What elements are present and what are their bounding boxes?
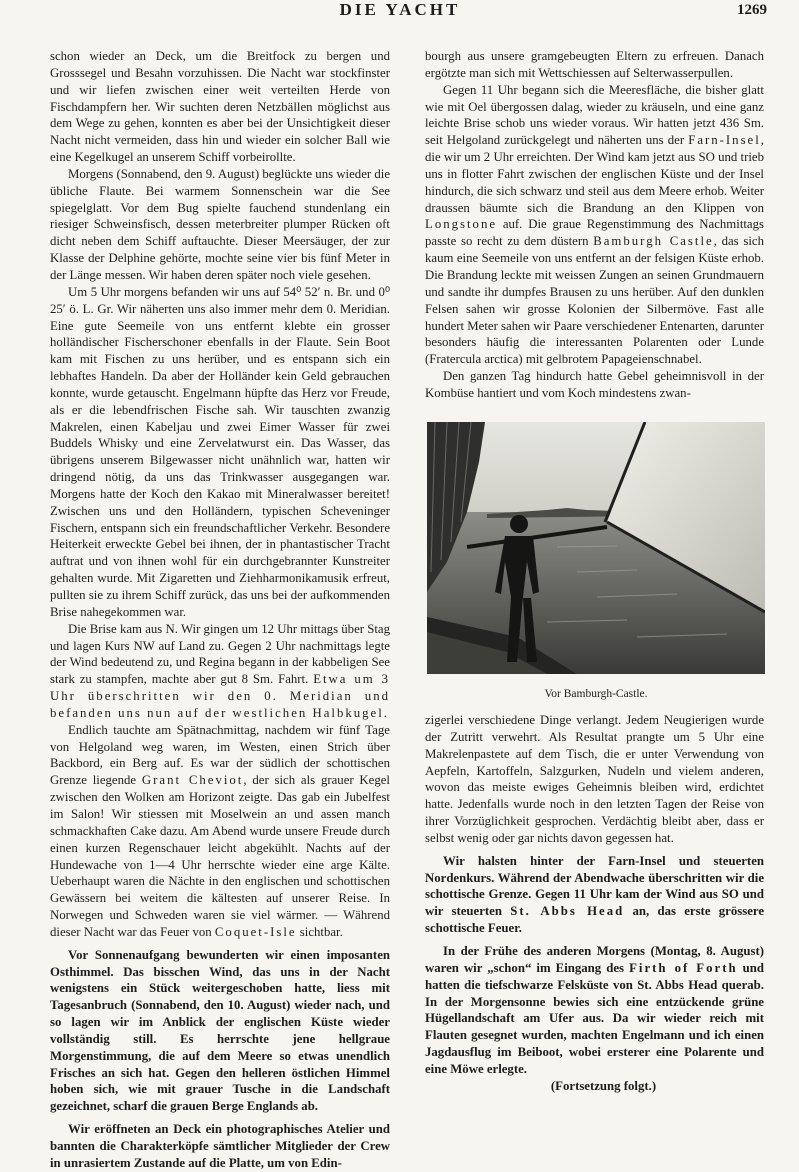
spaced-text: Grant Cheviot [141, 773, 244, 788]
paragraph [50, 621, 390, 722]
text-run: Gegen 11 Uhr begann sich die Meeresfläche, die bisher glatt wie mit Oel übergossen dalag, wieder zu kräuseln, und eine ganz leichte Brise schob uns wieder voraus. Wir hatten jetzt 436 Sm. seit Helgoland zurückgelegt und näherten uns der [425, 82, 764, 148]
text-run: , der sich als grauer Kegel zwischen den Wolken am Horizont zeigte. Das gab ein Jubelfest im Salon! Wir stiessen mit Moselwein an und assen manch schmackhaften Cake dazu. Am Abend wurde unsere Freude durch einen kurzen Regenschauer leicht abgekühlt. Nachts auf der Hundewache von 1—4 Uhr herrschte wieder eine arge Kälte. Ueberhaupt waren die Nächte in den englischen und schottischen Gewässern bei weitem die kältesten auf unserer Reise. In Norwegen und Schweden waren sie viel wärmer. — Während dieser Nacht war das Feuer von [50, 773, 390, 939]
text-run: Wir halsten hinter der Farn-Insel und steuerten Nordenkurs. Während der Abendwache überschritten wir die schottische Grenze. Gegen 11 Uhr kam der Wind aus SO und wir steuerten [425, 853, 764, 919]
right-column-top [425, 48, 764, 402]
photo-bamburgh-castle [427, 422, 765, 674]
page-header [0, 0, 799, 22]
spaced-text: Bamburgh Castle [593, 234, 714, 249]
photo-illustration [427, 422, 765, 674]
paragraph [425, 853, 764, 937]
spaced-text: Firth of Forth [629, 960, 738, 975]
text-run: Endlich tauchte am Spätnachmittag, nachdem wir fünf Tage von Helgoland weg waren, im Westen, einen Strich über Backbord, ein Berg auf. Es war der südlich der schottischen Grenze liegende [50, 722, 390, 788]
paragraph: zigerlei verschiedene Dinge verlangt. Jedem Neugierigen wurde der Zutritt verwehrt. Als Resultat prangte um 5 Uhr eine Makrelenpastete auf dem Tisch, die er unter Verwendung von Aepfeln, Kartoffeln, Salzgurken, Nudeln und vielem anderen, wovon das meiste ewiges Geheimnis bleiben wird, erdichtet hatte. Jedenfalls wurde noch in den letzten Tagen der Reise von ihrer Vorzüglichkeit gesprochen. Verdächtig bleibt aber, dass er selbst wenig oder gar nichts davon gegessen hat. [425, 713, 764, 845]
spaced-text: St. Abbs Head [510, 904, 625, 919]
text-run: , das sich kaum eine Seemeile von uns entfernt an der felsigen Küste erhob. Die Brandung leckte mit weissen Zungen an seinen Grundmauern und sandte ihr dumpfes Brausen zu uns herüber. Auf den dunklen Felsen sahen wir grosse Kolonien der Silbermöve. Fast alle hundert Meter sahen wir Paare verschiedener Entenarten, darunter besonders häufig die interessanten Polarenten oder Lunde (Fratercula arctica) mit gelbrotem Papageienschnabel. [425, 234, 764, 367]
spaced-text: Farn-Insel [688, 133, 761, 148]
spaced-text: Etwa um 3 Uhr überschritten wir den 0. Meridian und befanden uns nun auf der westlichen Halbkugel. [50, 672, 390, 720]
right-column-bottom [425, 712, 764, 1095]
paragraph: Um 5 Uhr morgens befanden wir uns auf 54⁰ 52′ n. Br. und 0⁰ 25′ ö. L. Gr. Wir näherten uns also immer mehr dem 0. Meridian. Eine gute Seemeile von uns entfernt klebte ein grosser holländischer Fischerschoner ebenfalls in der Flaute. Sein Boot kam mit Fischen zu uns herüber, und es entspann sich ein lebhaftes Handeln. Da aber der Holländer kein Geld gebrauchen konnte, wurde getauscht. Engelmann hüpfte das Herz vor Freude, als er die lebendfrischen Fische sah. Wir tauschten zwanzig Makrelen, einen Kabeljau und zwei Eimer Wasser für zwei Buddels Whisky und eine Zervelatwurst ein. Das Wasser, das übrigens unserem Bilgewasser nicht unähnlich war, hatten wir dringend nötig, da uns das Trinkwasser ausgegangen war. Morgens hatte der Koch den Kakao mit Mineralwasser bereitet! Zwischen uns und den Holländern, typischen Scheveninger Fischern, entspann sich ein freundschaftlicher Verkehr. Besondere Heiterkeit erweckte Gebel bei ihnen, der in phantastischer Tracht auftrat und von ihnen wohl für ein durchgebrannter Kunstreiter gehalten wurde. Mit Zigaretten und Ziehharmonikamusik erfreut, pullten sie zu ihrem Schiff zurück, das uns bei der aufkommenden Brise nahegekommen war. [50, 284, 390, 619]
paragraph [425, 943, 764, 1078]
page-title: DIE YACHT [339, 0, 461, 19]
text-run: an, das erste grössere schottische Feuer. [425, 904, 765, 936]
paragraph: Wir eröffneten an Deck ein photographisches Atelier und bannten die Charakterköpfe sämtlicher Mitglieder der Crew in unrasiertem Zustande auf die Platte, um von Edin- [50, 1122, 390, 1170]
page-number: 1269 [737, 2, 767, 18]
text-run: auf. Die graue Regenstimmung des Nachmittags passte so recht zu dem düstern [425, 217, 764, 249]
spaced-text: Longstone [425, 217, 498, 232]
spaced-text: Coquet-Isle [214, 924, 297, 939]
continued-note: (Fortsetzung folgt.) [550, 1078, 657, 1093]
text-run: und hatten die tiefschwarze Felsküste von St. Abbs Head querab. In der Morgensonne bewies sich eine entzückende grüne Hügellandschaft am Ufer aus. Da wir wieder reich mit Flauten gesegnet wurden, machten Engelmann und ich einen Jagdausflug im Beiboot, wobei ersterer eine Polarente und eine Möwe erlegte. [425, 960, 764, 1076]
paragraph: bourgh aus unsere gramgebeugten Eltern zu erfreuen. Danach ergötzte man sich mit Wettschiessen auf Selterwasserpullen. [425, 49, 764, 80]
paragraph: schon wieder an Deck, um die Breitfock zu bergen und Grosssegel und Besahn vorzuhissen. Die Nacht war stockfinster und wir liefen zwischen einer weit verteilten Herde von Fischdampfern her. Wir suchten deren Netzbällen möglichst aus dem Wege zu gehen, konnten es aber bei der Unsichtigkeit dieser Nacht nicht vermeiden, dass hin und wieder ein solcher Ball wie eine Kegelkugel an unserem Schiff vorbeirollte. [50, 49, 390, 165]
paragraph [50, 722, 390, 941]
paragraph [425, 82, 764, 368]
paragraph: Morgens (Sonnabend, den 9. August) beglückte uns wieder die übliche Flaute. Bei warmem Sonnenschein war die See spiegelglatt. Vor dem Bug spielte fauchend stundenlang ein riesiger Schweinsfisch, dessen meterbreiter plumper Rücken oft dicht neben dem Schiff auftauchte. Dieser Meersäuger, der zur Klasse der Delphine gehörte, mochte seine vier bis fünf Meter in der Länge messen. Wir haben deren später noch viele gesehen. [50, 166, 390, 282]
text-run: In der Frühe des anderen Morgens (Montag, 8. August) waren wir „schon“ im Eingang des [425, 943, 764, 975]
paragraph: Den ganzen Tag hindurch hatte Gebel geheimnisvoll in der Kombüse hantiert und vom Koch mindestens zwan- [425, 369, 764, 400]
left-column [50, 48, 390, 1172]
text-run: , die wir um 2 Uhr erreichten. Der Wind kam jetzt aus SO und trieb uns in flotter Fahrt zwischen der englischen Küste und der Insel hindurch, die sich schwarz und steil aus dem Meere erhob. Weiter draussen bäumte sich die Brandung an den Klippen von [425, 133, 764, 215]
paragraph: Vor Sonnenaufgang bewunderten wir einen imposanten Osthimmel. Das bisschen Wind, das uns in der Nacht wenigstens ein Stück weitergeschoben hatte, liess mit Tagesanbruch (Sonnabend, den 10. August) wieder nach, und so lagen wir im Anblick der englischen Küste wieder vollständig still. Es herrschte jene hellgraue Morgenstimmung, die auf dem Meere so etwas unendlich Frisches an sich hat. Gegen den helleren östlichen Himmel hoben sich, wie mit grauer Tusche in die Landschaft gezeichnet, scharf die grauen Berge Englands ab. [50, 947, 390, 1114]
figure-caption: Vor Bamburgh-Castle. [544, 688, 648, 700]
text-run: Die Brise kam aus N. Wir gingen um 12 Uhr mittags über Stag und lagen Kurs NW auf Land zu. Gegen 2 Uhr nachmittags legte der Wind bedeutend zu, und Regina begann in der kabbeligen See stark zu stampfen, machte aber gut 8 Sm. Fahrt. [50, 621, 390, 687]
text-run: sichtbar. [296, 924, 343, 939]
